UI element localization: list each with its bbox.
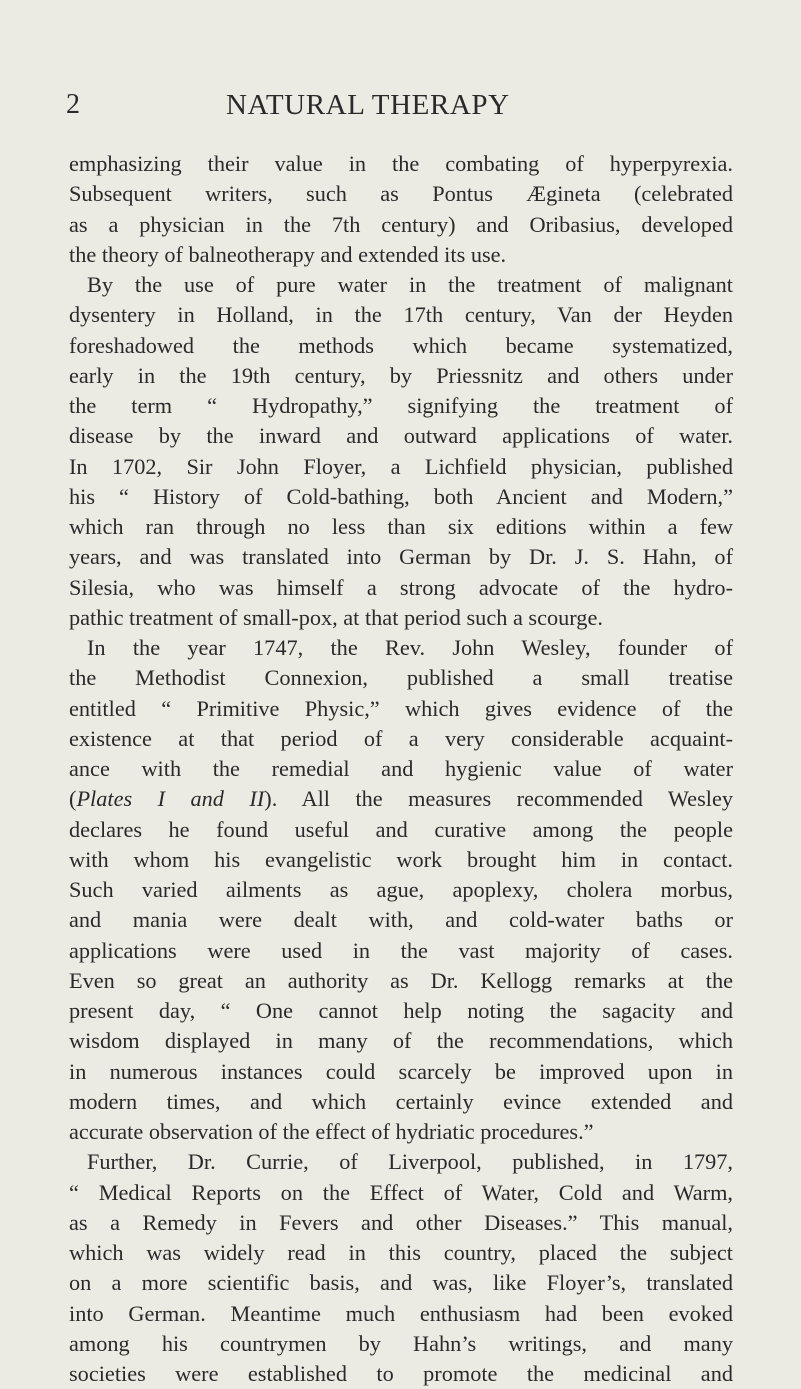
text-line: declares he found useful and curative among the people [69,816,733,842]
text-line: early in the 19th century, by Priessnitz and others under [69,362,733,388]
text-line: on a more scientific basis, and was, like Floyer’s, translated [69,1270,733,1296]
text-line: (Plates I and II). All the measures recommended Wesley [69,786,733,812]
text-line: as a Remedy in Fevers and other Diseases.” This manual, [69,1209,733,1235]
text-line: entitled “ Primitive Physic,” which gives evidence of the [69,695,733,721]
text-line: with whom his evangelistic work brought him in contact. [69,846,733,872]
text-line: wisdom displayed in many of the recommendations, which [69,1028,733,1054]
text-line: among his countrymen by Hahn’s writings, and many [69,1330,733,1356]
text-line: in numerous instances could scarcely be improved upon in [69,1058,733,1084]
text-line: societies were established to promote the medicinal and [69,1361,733,1386]
text-line: “ Medical Reports on the Effect of Water, Cold and Warm, [69,1179,733,1205]
text-line: present day, “ One cannot help noting the sagacity and [69,998,733,1023]
text-line: Subsequent writers, such as Pontus Ægineta (celebrated [69,181,733,207]
text-line: which ran through no less than six editions within a few [69,514,733,539]
page-header [0,88,801,128]
text-line: as a physician in the 7th century) and Oribasius, developed [69,211,733,237]
text-line: Silesia, who was himself a strong advocate of the hydro- [69,574,733,600]
text-line: Further, Dr. Currie, of Liverpool, published, in 1797, [87,1149,733,1175]
text-line: and mania were dealt with, and cold-water baths or [69,907,733,933]
text-line: By the use of pure water in the treatment of malignant [87,272,733,297]
text-line: his “ History of Cold-bathing, both Ancient and Modern,” [69,483,733,509]
text-line: dysentery in Holland, in the 17th century, Van der Heyden [69,302,733,328]
text-line: the theory of balneotherapy and extended its use. [69,241,507,267]
plates-reference: Plates I and II [76,786,265,812]
text-line: the Methodist Connexion, published a small treatise [69,665,733,691]
text-line: ance with the remedial and hygienic value of water [69,756,733,781]
text-line: modern times, and which certainly evince extended and [69,1088,733,1114]
text-line: applications were used in the vast majority of cases. [69,937,733,963]
text-line: years, and was translated into German by Dr. J. S. Hahn, of [69,544,733,570]
running-title: NATURAL THERAPY [226,89,510,121]
text-line: accurate observation of the effect of hydriatic procedures.” [69,1119,594,1144]
text-line: Such varied ailments as ague, apoplexy, cholera morbus, [69,877,733,902]
text-line: the term “ Hydropathy,” signifying the treatment of [69,393,733,418]
text-line: In the year 1747, the Rev. John Wesley, founder of [87,635,733,660]
text-line: existence at that period of a very considerable acquaint- [69,725,733,751]
text-line: foreshadowed the methods which became systematized, [69,332,733,358]
page-number: 2 [66,89,80,120]
text-line: In 1702, Sir John Floyer, a Lichfield physician, published [69,453,733,479]
text-line: emphasizing their value in the combating of hyperpyrexia. [69,151,733,176]
text-line: which was widely read in this country, placed the subject [69,1240,733,1265]
body-text [69,149,733,1389]
text-line: pathic treatment of small-pox, at that period such a scourge. [69,604,603,630]
text-line: disease by the inward and outward applications of water. [69,423,733,449]
text-line: into German. Meantime much enthusiasm had been evoked [69,1300,733,1326]
text-line: Even so great an authority as Dr. Kellogg remarks at the [69,967,733,993]
